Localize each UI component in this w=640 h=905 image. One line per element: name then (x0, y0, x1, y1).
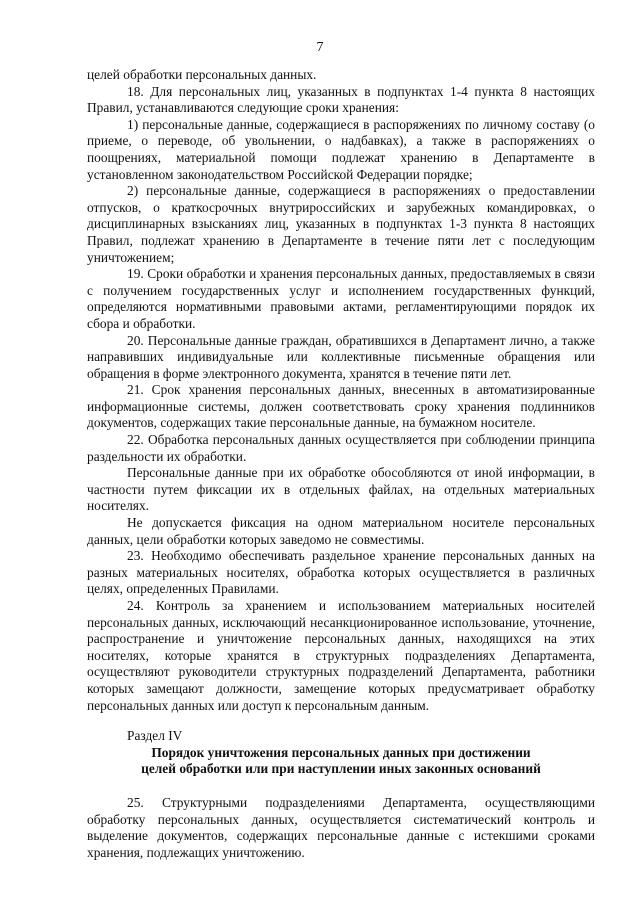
paragraph-22-prohibition: Не допускается фиксация на одном материальном носителе персональных данных, цели обработки которых заведомо не совместимы. (87, 515, 595, 547)
document-body (87, 67, 595, 861)
paragraph-22-separation: Персональные данные при их обработке обособляются от иной информации, в частности путем фиксации их в отдельных файлах, на отдельных материальных носителях. (87, 465, 595, 514)
paragraph-18: 18. Для персональных лиц, указанных в подпунктах 1-4 пункта 8 настоящих Правил, устанавливаются следующие сроки хранения: (87, 83, 595, 116)
section-heading-line-1: Порядок уничтожения персональных данных при достижении (151, 744, 531, 760)
paragraph-20: 20. Персональные данные граждан, обратившихся в Департамент лично, а также направивших индивидуальные или коллективные письменные обращения или обращения в форме электронного документа, хранятся в течение пяти лет. (87, 332, 595, 381)
paragraph-18-item-2: 2) персональные данные, содержащиеся в распоряжениях о предоставлении отпусков, о краткосрочных внутрироссийских и зарубежных командировках, о дисциплинарных взысканиях лиц, указанных в подпунктах 1-3 пункта 8 настоящих Правил, подлежат хранению в Департаменте в течение пяти лет с последующим уничтожением; (87, 183, 595, 265)
paragraph-continuation: целей обработки персональных данных. (87, 67, 317, 82)
paragraph-18-item-1: 1) персональные данные, содержащиеся в распоряжениях по личному составу (о приеме, о переводе, об увольнении, о надбавках), а также в распоряжениях о поощрениях, материальной помощи подлежат хранению в Департаменте в установленном законодательством Российской Федерации порядке; (87, 116, 595, 182)
paragraph-25: 25. Структурными подразделениями Департамента, осуществляющими обработку персональных данных, осуществляется систематический контроль и выделение документов, содержащих персональные данные с истекшими сроками хранения, подлежащих уничтожению. (87, 794, 595, 860)
paragraph-19: 19. Сроки обработки и хранения персональных данных, предоставляемых в связи с получением государственных услуг и исполнением государственных функций, определяются нормативными правовыми актами, регламентирующими порядок их сбора и обработки. (87, 266, 595, 331)
page-number: 7 (316, 40, 324, 55)
section-label: Раздел IV (127, 728, 183, 744)
section-heading-line-2: целей обработки или при наступлении иных законных оснований (141, 761, 541, 777)
paragraph-22: 22. Обработка персональных данных осуществляется при соблюдении принципа раздельности их обработки. (87, 432, 595, 464)
section-heading (87, 745, 595, 778)
paragraph-23: 23. Необходимо обеспечивать раздельное хранение персональных данных на разных материальных носителях, обработка которых осуществляется в различных целях, определенных Правилами. (87, 548, 595, 597)
paragraph-21: 21. Срок хранения персональных данных, внесенных в автоматизированные информационные системы, должен соответствовать сроку хранения подлинников документов, содержащих такие персональные данные, на бумажном носителе. (87, 382, 595, 431)
paragraph-24: 24. Контроль за хранением и использованием материальных носителей персональных данных, исключающий несанкционированное использование, уточнение, распространение и уничтожение персональных данных, находящихся на этих носителях, которые хранятся в структурных подразделениях Департамента, осуществляют руководители структурных подразделений Департамента, работники которых замещают должности, замещение которых предусматривает обработку персональных данных или доступ к персональным данным. (87, 598, 595, 713)
